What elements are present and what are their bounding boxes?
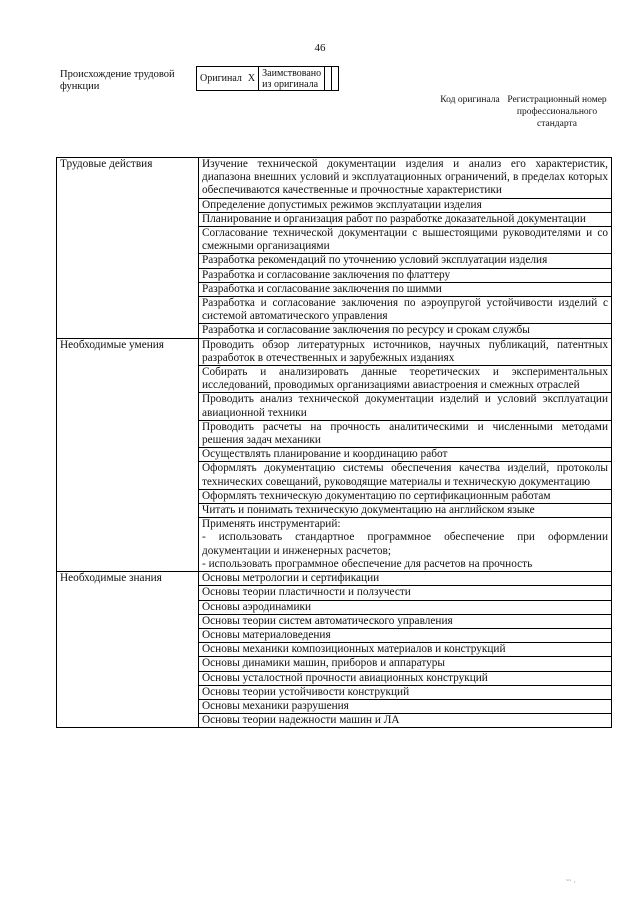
section-label-continuation <box>57 586 199 600</box>
origin-label: Происхождение трудовой функции <box>60 69 175 92</box>
table-row <box>57 572 612 586</box>
code-caption: Код оригинала <box>440 95 500 105</box>
section-label-continuation <box>57 671 199 685</box>
section-label-continuation <box>57 628 199 642</box>
section-item: Проводить расчеты на прочность аналитическими и численными методами решения задач механики <box>199 420 612 447</box>
table-row <box>57 489 612 503</box>
section-item: Разработка и согласование заключения по ресурсу и срокам службы <box>199 324 612 338</box>
item-line: - использовать стандартное программное обеспечение при оформлении документации и инженерных расчетов; <box>202 531 608 557</box>
section-label-continuation <box>57 393 199 420</box>
section-item: Разработка и согласование заключения по шимми <box>199 282 612 296</box>
section-item: Разработка и согласование заключения по флаттеру <box>199 268 612 282</box>
section-item: Разработка и согласование заключения по аэроупругой устойчивости изделий с системой автоматического управления <box>199 297 612 324</box>
section-label: Необходимые умения <box>57 338 199 365</box>
scan-mark: ˜˜ · <box>566 878 576 887</box>
table-row <box>57 685 612 699</box>
table-row <box>57 714 612 728</box>
table-row <box>57 420 612 447</box>
section-label-continuation <box>57 614 199 628</box>
table-row <box>57 643 612 657</box>
section-item: Определение допустимых режимов эксплуатации изделия <box>199 198 612 212</box>
table-row <box>57 254 612 268</box>
item-line: - использовать программное обеспечение для расчетов на прочность <box>202 557 533 570</box>
table-row <box>57 504 612 518</box>
page-number: 46 <box>314 42 326 54</box>
section-item: Проводить обзор литературных источников, научных публикаций, патентных разработок в отечественных и зарубежных изданиях <box>199 338 612 365</box>
section-item: Основы теории систем автоматического управления <box>199 614 612 628</box>
original-cell: Оригинал <box>197 67 245 91</box>
table-row <box>57 671 612 685</box>
section-item: Собирать и анализировать данные теоретических и экспериментальных исследований, проводимых организациями авиастроения и смежных отраслей <box>199 366 612 393</box>
section-label-continuation <box>57 685 199 699</box>
table-row <box>57 158 612 199</box>
section-item: Основы теории устойчивости конструкций <box>199 685 612 699</box>
section-label-continuation <box>57 657 199 671</box>
section-item: Основы усталостной прочности авиационных конструкций <box>199 671 612 685</box>
section-label-continuation <box>57 420 199 447</box>
code-cell <box>325 67 332 91</box>
section-label-continuation <box>57 282 199 296</box>
section-label-continuation <box>57 254 199 268</box>
table-row <box>57 586 612 600</box>
section-label-continuation <box>57 324 199 338</box>
labor-function-table <box>56 157 612 728</box>
table-row <box>57 657 612 671</box>
section-label-continuation <box>57 268 199 282</box>
table-row <box>57 282 612 296</box>
section-item: Оформлять документацию системы обеспечения качества изделий, протоколы технических совещаний, руководящие материалы и техническую документацию <box>199 462 612 489</box>
table-row <box>57 699 612 713</box>
section-label-continuation <box>57 198 199 212</box>
original-mark: X <box>245 67 259 91</box>
section-item: Основы материаловедения <box>199 628 612 642</box>
table-row <box>57 297 612 324</box>
table-row <box>57 518 612 572</box>
section-item <box>199 518 612 572</box>
reg-number-caption: Регистрационный номер профессионального стандарта <box>507 95 607 129</box>
section-label-continuation <box>57 489 199 503</box>
section-item: Основы механики разрушения <box>199 699 612 713</box>
section-item: Основы механики композиционных материалов и конструкций <box>199 643 612 657</box>
origin-table <box>196 66 339 91</box>
section-label-continuation <box>57 462 199 489</box>
table-row <box>57 338 612 365</box>
section-label-continuation <box>57 448 199 462</box>
section-item: Планирование и организация работ по разработке доказательной документации <box>199 212 612 226</box>
table-row <box>57 366 612 393</box>
table-row <box>57 614 612 628</box>
table-row <box>57 324 612 338</box>
table-row <box>57 212 612 226</box>
table-row <box>57 198 612 212</box>
reg-number-cell <box>332 67 339 91</box>
section-label-continuation <box>57 643 199 657</box>
section-label: Необходимые знания <box>57 572 199 586</box>
section-item: Оформлять техническую документацию по сертификационным работам <box>199 489 612 503</box>
section-label-continuation <box>57 366 199 393</box>
table-row <box>57 227 612 254</box>
section-item: Основы теории надежности машин и ЛА <box>199 714 612 728</box>
table-row <box>57 268 612 282</box>
section-label: Трудовые действия <box>57 158 199 199</box>
section-item: Основы теории пластичности и ползучести <box>199 586 612 600</box>
section-item: Согласование технической документации с вышестоящими руководителями и со смежными организациями <box>199 227 612 254</box>
item-line: Применять инструментарий: <box>202 518 341 531</box>
section-item: Изучение технической документации изделия и анализ его характеристик, диапазона внешних условий и эксплуатационных ограничений, в пределах которых обеспечиваются качественные и прочностные характеристики <box>199 158 612 199</box>
section-label-continuation <box>57 714 199 728</box>
section-label-continuation <box>57 227 199 254</box>
section-item: Читать и понимать техническую документацию на английском языке <box>199 504 612 518</box>
section-label-continuation <box>57 518 199 572</box>
table-row <box>57 628 612 642</box>
section-label-continuation <box>57 504 199 518</box>
table-row <box>57 600 612 614</box>
table-row <box>57 448 612 462</box>
borrowed-cell: Заимствовано из оригинала <box>259 67 325 91</box>
section-label-continuation <box>57 212 199 226</box>
section-item: Основы метрологии и сертификации <box>199 572 612 586</box>
section-label-continuation <box>57 600 199 614</box>
section-label-continuation <box>57 699 199 713</box>
section-item: Разработка рекомендаций по уточнению условий эксплуатации изделия <box>199 254 612 268</box>
section-item: Основы аэродинамики <box>199 600 612 614</box>
section-label-continuation <box>57 297 199 324</box>
section-item: Проводить анализ технической документации изделий и условий эксплуатации авиационной техники <box>199 393 612 420</box>
section-item: Основы динамики машин, приборов и аппаратуры <box>199 657 612 671</box>
table-row <box>57 462 612 489</box>
table-row <box>57 393 612 420</box>
section-item: Осуществлять планирование и координацию работ <box>199 448 612 462</box>
